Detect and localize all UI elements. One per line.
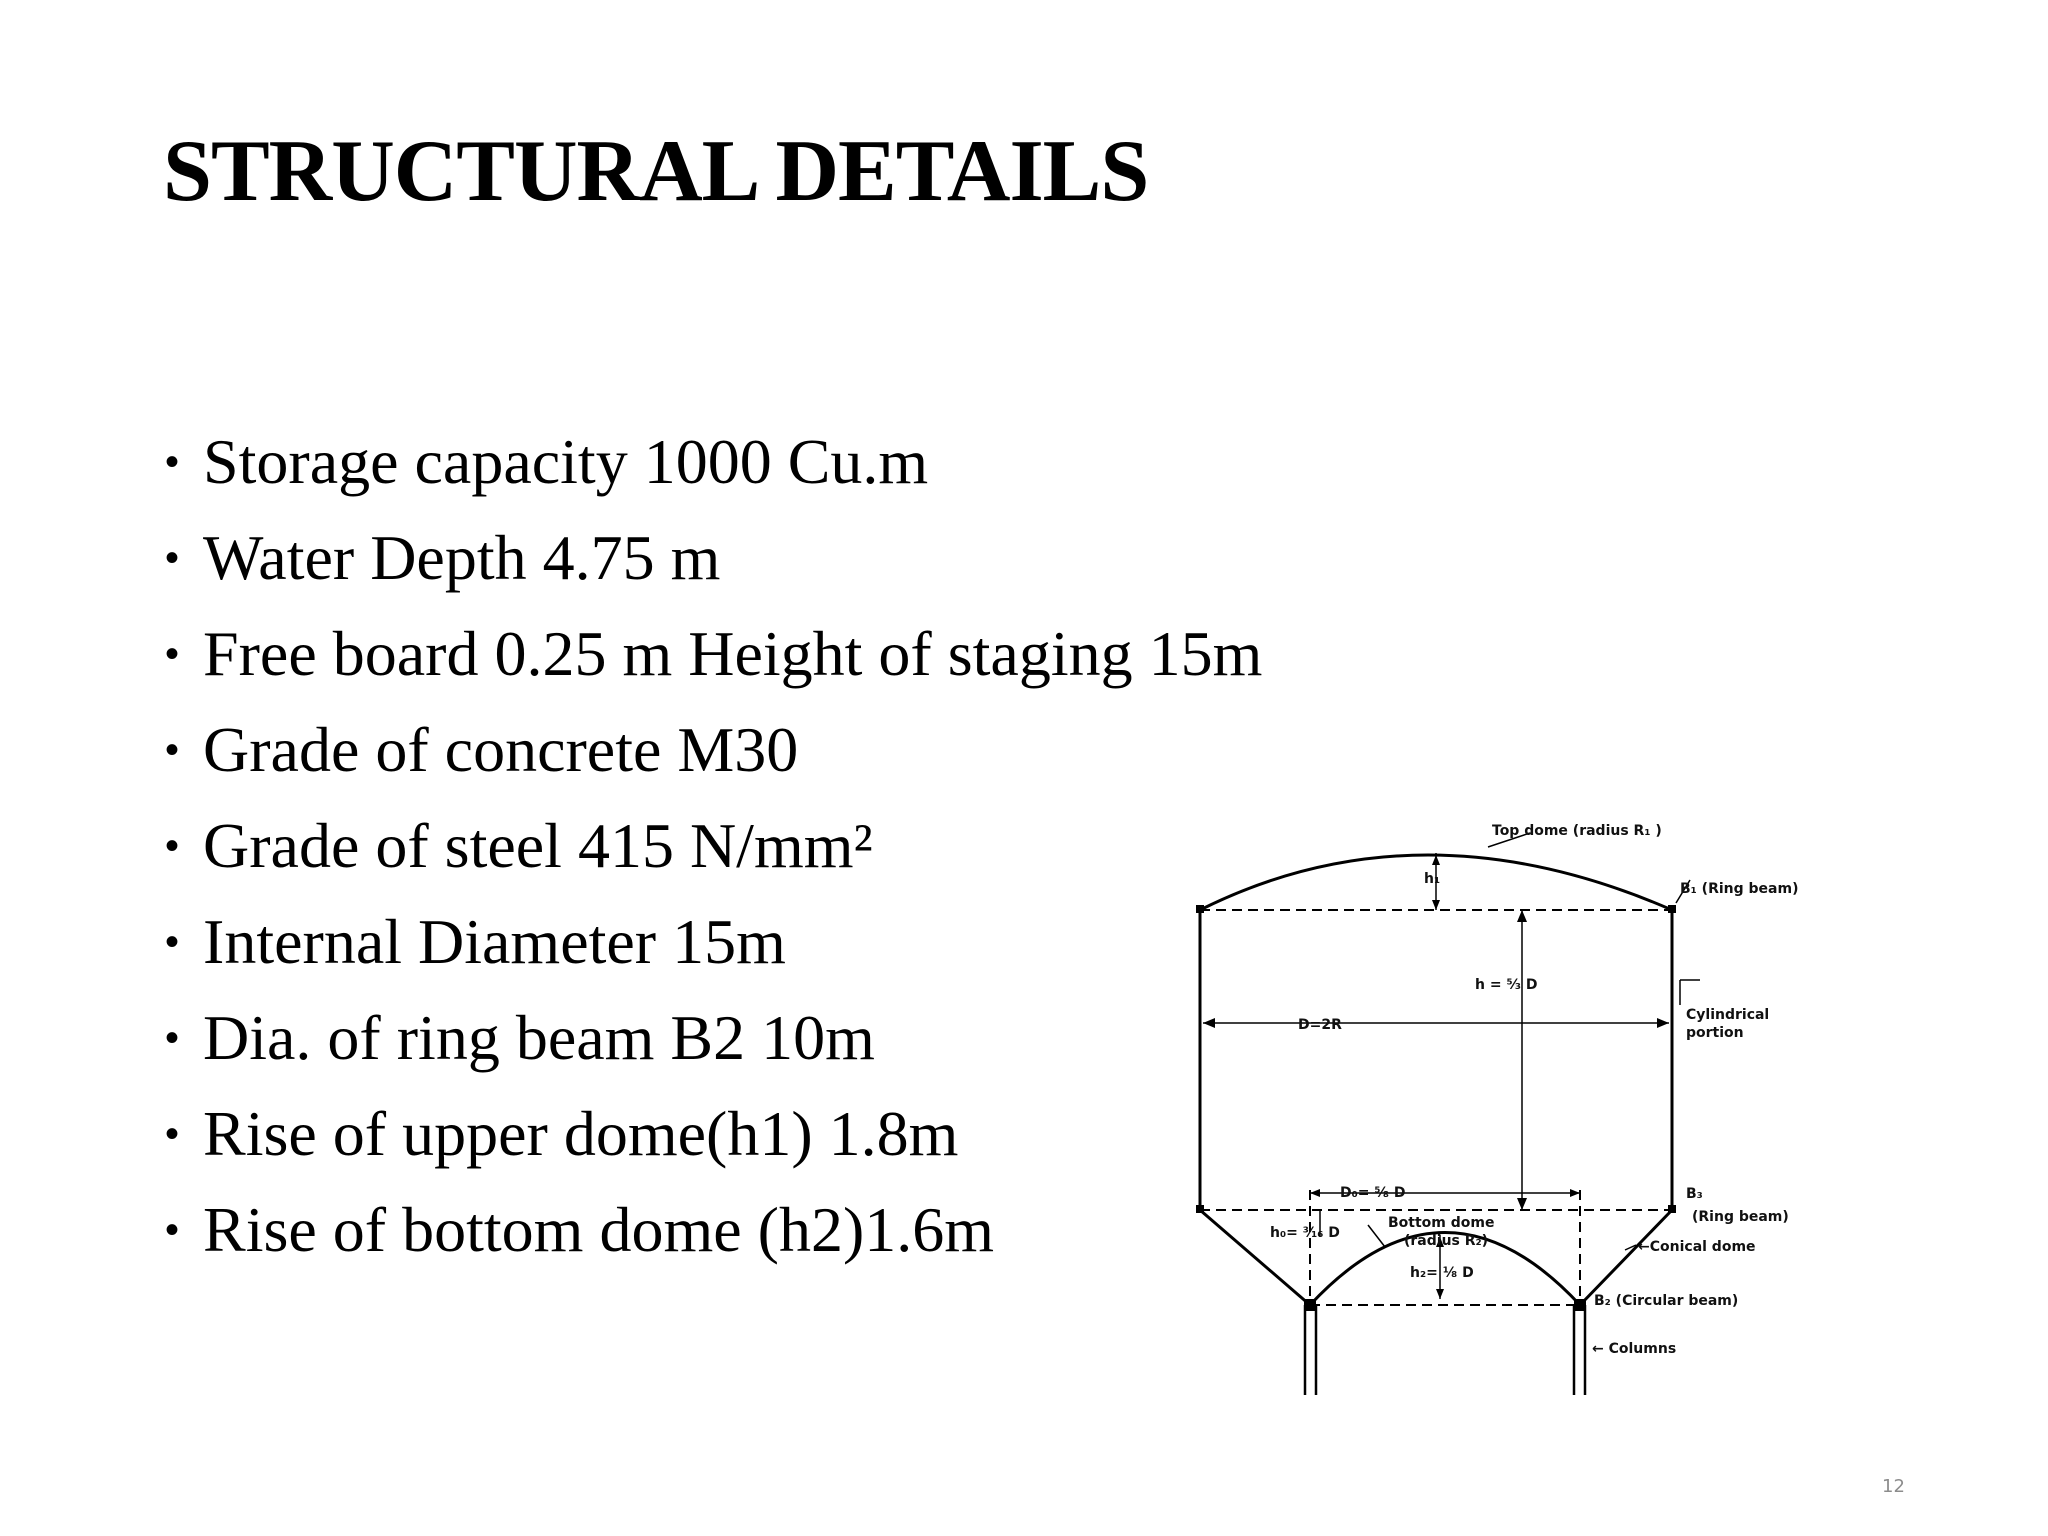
bullet-dot: •: [165, 1016, 180, 1060]
bullet-dot: •: [165, 632, 180, 676]
bullet-text: Internal Diameter 15m: [203, 906, 786, 977]
arrowhead: [1310, 1189, 1320, 1197]
bullet-text: Rise of bottom dome (h2)1.6m: [203, 1194, 995, 1265]
bullet-item: [163, 1098, 1262, 1194]
label-ring-beam-b3: (Ring beam): [1692, 1209, 1789, 1225]
bullet-item: [163, 1194, 1262, 1290]
bullet-dot: •: [165, 728, 180, 772]
label-conical-dome: ←Conical dome: [1638, 1239, 1756, 1255]
bullet-item: [163, 906, 1262, 1002]
bullet-text: Storage capacity 1000 Cu.m: [203, 426, 929, 497]
arrowhead: [1203, 1018, 1215, 1028]
arrowhead: [1657, 1018, 1669, 1028]
arrowhead: [1570, 1189, 1580, 1197]
bullet-item: [163, 714, 1262, 810]
arrowhead: [1436, 1289, 1444, 1299]
bullet-dot: •: [165, 1208, 180, 1252]
arrowhead: [1432, 900, 1440, 910]
bottom-dome-leader: [1368, 1225, 1385, 1247]
page-number: 12: [1882, 1476, 1905, 1497]
label-bottom-dome: Bottom dome: [1388, 1215, 1495, 1231]
label-h1: h₁: [1424, 871, 1441, 887]
label-top-dome: Top dome (radius R₁ ): [1492, 823, 1662, 839]
bullet-text: Water Depth 4.75 m: [203, 522, 721, 593]
arrowhead: [1517, 1198, 1527, 1210]
bullet-dot: •: [165, 824, 180, 868]
bullet-item: [163, 618, 1262, 714]
label-portion: portion: [1686, 1025, 1744, 1041]
bullet-text: Rise of upper dome(h1) 1.8m: [203, 1098, 959, 1169]
bullet-item: [163, 1002, 1262, 1098]
label-cylindrical: Cylindrical: [1686, 1007, 1770, 1023]
bullet-text: Dia. of ring beam B2 10m: [203, 1002, 875, 1073]
label-b2-circular-beam: B₂ (Circular beam): [1594, 1293, 1739, 1309]
label-h0-eq: h₀= ³⁄₁₆ D: [1270, 1225, 1340, 1241]
label-d-eq: D=2R: [1298, 1017, 1342, 1033]
label-radius-r2: (radius R₂): [1404, 1233, 1489, 1249]
bullet-text: Free board 0.25 m Height of staging 15m: [203, 618, 1263, 689]
water-tank-diagram: [1170, 805, 1870, 1405]
slide-title: STRUCTURAL DETAILS: [163, 123, 1149, 220]
label-b3: B₃: [1686, 1186, 1703, 1202]
label-h2-eq: h₂= ¹⁄₈ D: [1410, 1265, 1474, 1281]
bullet-item: [163, 426, 1262, 522]
arrowhead: [1517, 910, 1527, 922]
bullet-dot: •: [165, 536, 180, 580]
bullet-list: [163, 426, 1262, 1290]
bullet-dot: •: [165, 440, 180, 484]
bullet-text: Grade of concrete M30: [203, 714, 799, 785]
label-columns: ← Columns: [1592, 1341, 1677, 1357]
bullet-item: [163, 810, 1262, 906]
right-cone: [1580, 1210, 1672, 1305]
bullet-dot: •: [165, 920, 180, 964]
bullet-dot: •: [165, 1112, 180, 1156]
bullet-item: [163, 522, 1262, 618]
label-d0-eq: D₀= ⁵⁄₈ D: [1340, 1185, 1406, 1201]
bullet-text: Grade of steel 415 N/mm²: [203, 810, 873, 881]
label-ring-beam-b1: B₁ (Ring beam): [1680, 881, 1799, 897]
label-h-eq: h = ⁵⁄₃ D: [1475, 977, 1538, 993]
